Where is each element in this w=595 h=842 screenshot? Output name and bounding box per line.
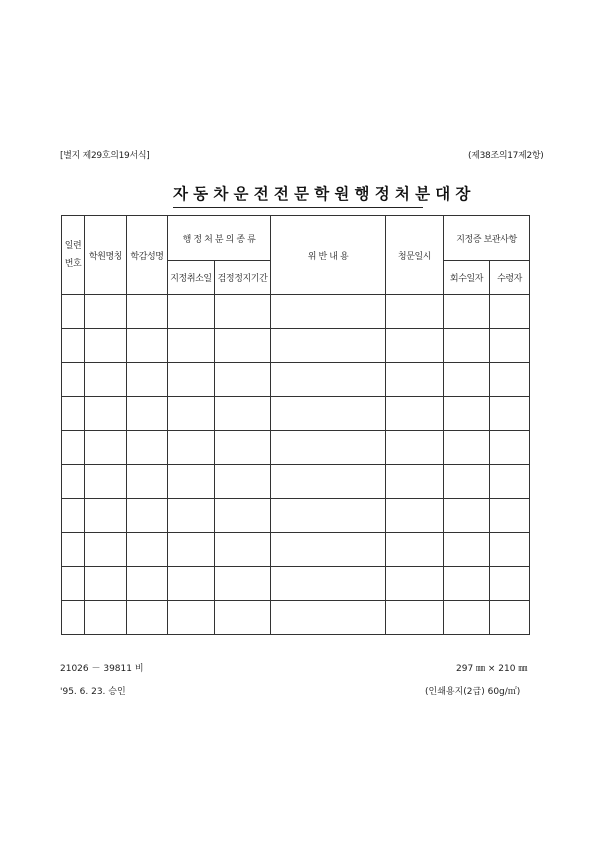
table-cell — [168, 499, 215, 533]
table-cell — [168, 601, 215, 635]
table-cell — [490, 397, 530, 431]
table-cell — [85, 363, 127, 397]
table-cell — [444, 567, 490, 601]
table-row — [62, 533, 530, 567]
table-cell — [271, 329, 386, 363]
table-cell — [85, 329, 127, 363]
table-cell — [62, 431, 85, 465]
table-cell — [386, 397, 444, 431]
table-cell — [271, 397, 386, 431]
header-recovery-date: 회수일자 — [444, 261, 490, 295]
table-cell — [271, 499, 386, 533]
table-cell — [127, 397, 168, 431]
table-cell — [386, 499, 444, 533]
table-cell — [271, 533, 386, 567]
table-cell — [62, 533, 85, 567]
article-reference: (제38조의17제2항) — [468, 151, 544, 161]
table-cell — [85, 567, 127, 601]
table-cell — [127, 567, 168, 601]
table-cell — [85, 499, 127, 533]
table-cell — [386, 329, 444, 363]
table-cell — [168, 465, 215, 499]
table-cell — [62, 601, 85, 635]
header-violation-details: 위 반 내 용 — [271, 216, 386, 295]
table-cell — [127, 431, 168, 465]
table-cell — [168, 397, 215, 431]
table-cell — [444, 295, 490, 329]
title-underline — [173, 207, 423, 208]
table-cell — [85, 533, 127, 567]
table-cell — [490, 431, 530, 465]
table-cell — [490, 499, 530, 533]
table-cell — [215, 601, 271, 635]
table-cell — [127, 465, 168, 499]
table-cell — [215, 363, 271, 397]
table-cell — [62, 567, 85, 601]
header-admin-disposition-type: 행 정 처 분 의 종 류 — [168, 216, 271, 261]
table-cell — [386, 567, 444, 601]
table-cell — [444, 499, 490, 533]
table-cell — [168, 567, 215, 601]
paper-size: 297 ㎜ × 210 ㎜ — [456, 664, 528, 674]
table-cell — [127, 533, 168, 567]
table-cell — [215, 295, 271, 329]
form-code: 21026 － 39811 비 — [60, 664, 144, 674]
table-cell — [271, 363, 386, 397]
table-row — [62, 465, 530, 499]
table-cell — [386, 431, 444, 465]
table-cell — [271, 601, 386, 635]
table-cell — [490, 329, 530, 363]
header-cancellation-date: 지정취소일 — [168, 261, 215, 295]
table-cell — [444, 601, 490, 635]
table-cell — [444, 533, 490, 567]
table-cell — [85, 431, 127, 465]
table-cell — [215, 397, 271, 431]
table-cell — [444, 465, 490, 499]
table-cell — [168, 363, 215, 397]
table-cell — [85, 601, 127, 635]
table-row — [62, 295, 530, 329]
table-cell — [215, 329, 271, 363]
table-cell — [490, 363, 530, 397]
table-cell — [215, 465, 271, 499]
table-cell — [215, 533, 271, 567]
table-cell — [386, 295, 444, 329]
approval-date: '95. 6. 23. 승인 — [60, 687, 126, 697]
header-hearing-date: 청문일시 — [386, 216, 444, 295]
table-cell — [127, 499, 168, 533]
table-cell — [127, 295, 168, 329]
document-title: 자동차운전전문학원행정처분대장 — [173, 185, 476, 203]
header-director-name: 학감성명 — [127, 216, 168, 295]
table-cell — [386, 465, 444, 499]
table-cell — [168, 533, 215, 567]
table-cell — [490, 295, 530, 329]
table-cell — [127, 601, 168, 635]
table-row — [62, 601, 530, 635]
table-cell — [168, 431, 215, 465]
table-cell — [62, 295, 85, 329]
table-cell — [62, 363, 85, 397]
header-certificate-custody: 지정증 보관사항 — [444, 216, 530, 261]
table-row — [62, 329, 530, 363]
table-cell — [490, 465, 530, 499]
table-cell — [271, 567, 386, 601]
table-cell — [127, 363, 168, 397]
table-row — [62, 363, 530, 397]
table-row — [62, 567, 530, 601]
table-cell — [444, 397, 490, 431]
header-receiver: 수령자 — [490, 261, 530, 295]
table-cell — [85, 397, 127, 431]
table-row — [62, 431, 530, 465]
paper-spec: (인쇄용지(2급) 60g/㎡) — [425, 687, 521, 697]
table-cell — [62, 499, 85, 533]
table-row — [62, 397, 530, 431]
table-row — [62, 499, 530, 533]
header-suspension-period: 검정정지기간 — [215, 261, 271, 295]
table-cell — [490, 567, 530, 601]
table-cell — [386, 601, 444, 635]
table-cell — [127, 329, 168, 363]
form-reference: [별지 제29호의19서식] — [60, 151, 150, 161]
header-serial-number: 일련 번호 — [62, 216, 85, 295]
table-cell — [444, 431, 490, 465]
table-cell — [62, 465, 85, 499]
table-cell — [271, 431, 386, 465]
table-cell — [386, 363, 444, 397]
table-cell — [386, 533, 444, 567]
table-cell — [168, 295, 215, 329]
table-cell — [271, 295, 386, 329]
table-cell — [271, 465, 386, 499]
table-cell — [444, 329, 490, 363]
header-academy-name: 학원명칭 — [85, 216, 127, 295]
table-cell — [444, 363, 490, 397]
table-cell — [215, 499, 271, 533]
table-cell — [168, 329, 215, 363]
table-cell — [215, 431, 271, 465]
table-cell — [490, 601, 530, 635]
table-cell — [62, 329, 85, 363]
table-cell — [85, 295, 127, 329]
table-cell — [490, 533, 530, 567]
disposition-ledger-table — [61, 215, 530, 635]
table-cell — [62, 397, 85, 431]
table-cell — [85, 465, 127, 499]
table-cell — [215, 567, 271, 601]
